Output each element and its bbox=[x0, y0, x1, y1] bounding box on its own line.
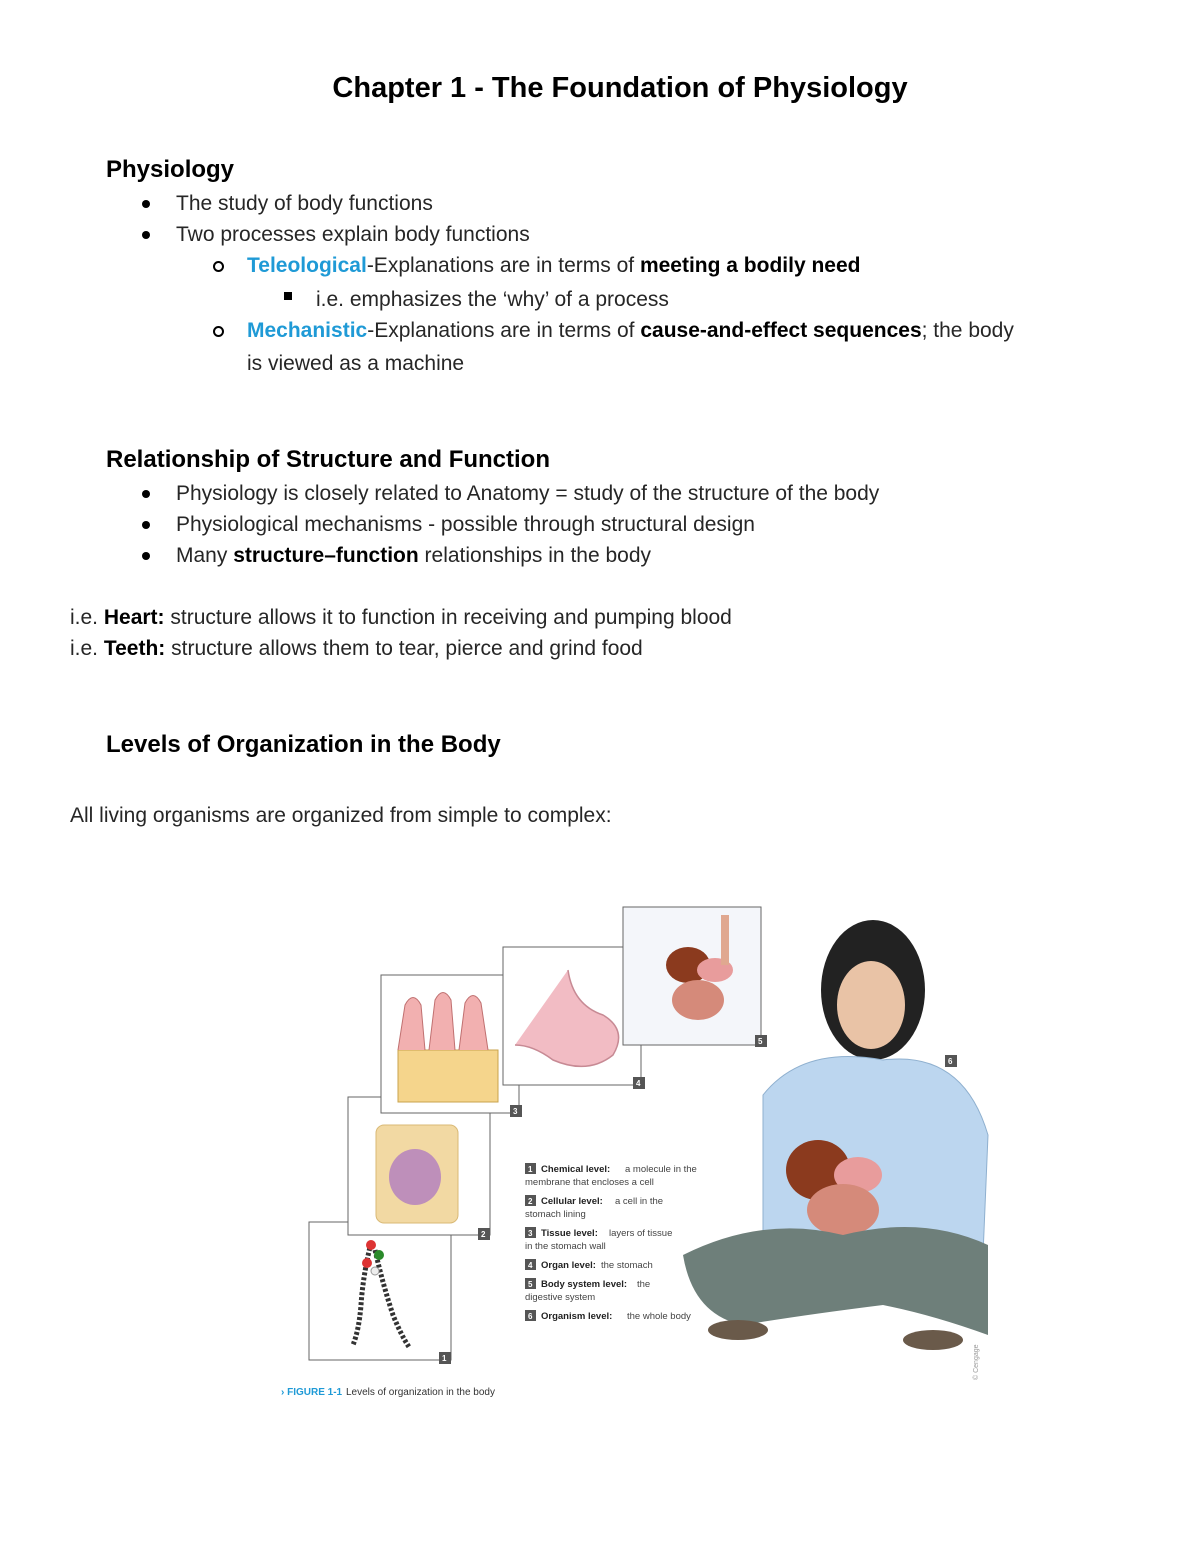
mechanistic-after: ; the body bbox=[921, 319, 1014, 342]
teleological-example: i.e. emphasizes the ‘why’ of a process bbox=[316, 288, 669, 311]
levels-of-organization-figure bbox=[243, 835, 993, 1410]
badge-2: 2 bbox=[481, 1230, 486, 1239]
sub-bullet-ring bbox=[213, 326, 224, 337]
bullet-dot bbox=[142, 490, 150, 498]
bullet-dot bbox=[142, 200, 150, 208]
legend-line2: stomach lining bbox=[525, 1209, 586, 1220]
text-span: i.e. bbox=[70, 637, 104, 660]
mechanistic-line bbox=[247, 319, 1014, 343]
bullet-text: Physiology is closely related to Anatomy = study of the structure of the body bbox=[176, 482, 880, 505]
legend-text: layers of tissue bbox=[609, 1228, 673, 1239]
badge-4: 4 bbox=[636, 1079, 641, 1088]
legend-num: 3 bbox=[528, 1229, 533, 1238]
legend-bold: Body system level: bbox=[541, 1279, 628, 1290]
legend-num: 1 bbox=[528, 1165, 533, 1174]
legend-num: 5 bbox=[528, 1280, 533, 1289]
badge-6: 6 bbox=[948, 1057, 953, 1066]
example-teeth bbox=[70, 637, 643, 661]
legend-bold: Organ level: bbox=[541, 1260, 596, 1271]
figure-caption-prefix: › FIGURE 1-1 bbox=[281, 1387, 343, 1398]
mechanistic-bold: cause-and-effect sequences bbox=[640, 319, 922, 342]
bold-span: Teeth: bbox=[103, 637, 166, 660]
legend-text: the bbox=[637, 1279, 651, 1290]
bold-span: structure–function bbox=[233, 544, 419, 567]
bullet-dot bbox=[142, 521, 150, 529]
figure-caption-text: Levels of organization in the body bbox=[346, 1387, 495, 1398]
page-title: Chapter 1 - The Foundation of Physiology bbox=[332, 72, 908, 104]
organ-level-panel bbox=[503, 947, 641, 1085]
legend-text: the whole body bbox=[627, 1311, 691, 1322]
mechanistic-text: -Explanations are in terms of bbox=[367, 319, 641, 342]
legend-bold: Cellular level: bbox=[541, 1196, 603, 1207]
badge-3: 3 bbox=[513, 1107, 518, 1116]
bullet-text: Two processes explain body functions bbox=[176, 223, 530, 246]
legend-line2: membrane that encloses a cell bbox=[525, 1177, 654, 1188]
legend-text: a molecule in the bbox=[625, 1164, 697, 1175]
mechanistic-term: Mechanistic bbox=[247, 319, 368, 342]
text-span: relationships in the body bbox=[418, 544, 652, 567]
badge-5: 5 bbox=[758, 1037, 763, 1046]
tissue-level-panel bbox=[381, 975, 519, 1113]
example-heart bbox=[70, 606, 732, 630]
text-span: structure allows it to function in receiving and pumping blood bbox=[164, 606, 732, 629]
section-heading-levels: Levels of Organization in the Body bbox=[106, 731, 501, 758]
bullet-dot bbox=[142, 552, 150, 560]
legend-line2: digestive system bbox=[525, 1292, 596, 1303]
teleological-line bbox=[247, 254, 860, 278]
levels-intro: All living organisms are organized from simple to complex: bbox=[70, 804, 612, 827]
badge-1: 1 bbox=[442, 1354, 447, 1363]
section-heading-structure: Relationship of Structure and Function bbox=[106, 446, 550, 473]
text-span: i.e. bbox=[70, 606, 104, 629]
legend-num: 4 bbox=[528, 1261, 533, 1270]
body-system-level-panel bbox=[623, 907, 761, 1045]
bullet-dot bbox=[142, 231, 150, 239]
bullet-text: The study of body functions bbox=[176, 192, 433, 215]
bullet-text: Physiological mechanisms - possible through structural design bbox=[176, 513, 755, 536]
legend-bold: Chemical level: bbox=[541, 1164, 611, 1175]
text-span: Many bbox=[176, 544, 234, 567]
sub-bullet-ring bbox=[213, 261, 224, 272]
chemical-level-panel bbox=[309, 1222, 451, 1360]
text-span: structure allows them to tear, pierce and grind food bbox=[165, 637, 643, 660]
legend-bold: Organism level: bbox=[541, 1311, 613, 1322]
legend-num: 2 bbox=[528, 1197, 533, 1206]
teleological-text: -Explanations are in terms of bbox=[366, 254, 640, 277]
bold-span: Heart: bbox=[103, 606, 165, 629]
teleological-term: Teleological bbox=[247, 254, 367, 277]
legend-text: the stomach bbox=[601, 1260, 653, 1271]
cellular-level-panel bbox=[348, 1097, 490, 1235]
legend-bold: Tissue level: bbox=[541, 1228, 598, 1239]
legend-text: a cell in the bbox=[615, 1196, 664, 1207]
figure-credit: © Cengage bbox=[973, 1344, 980, 1380]
legend-line2: in the stomach wall bbox=[525, 1241, 606, 1252]
sub-sub-bullet-square bbox=[284, 292, 292, 300]
mechanistic-line-2: is viewed as a machine bbox=[247, 352, 465, 375]
legend-num: 6 bbox=[528, 1312, 533, 1321]
teleological-bold: meeting a bodily need bbox=[639, 254, 861, 277]
section-heading-physiology: Physiology bbox=[106, 156, 235, 183]
bullet-text bbox=[176, 544, 651, 568]
